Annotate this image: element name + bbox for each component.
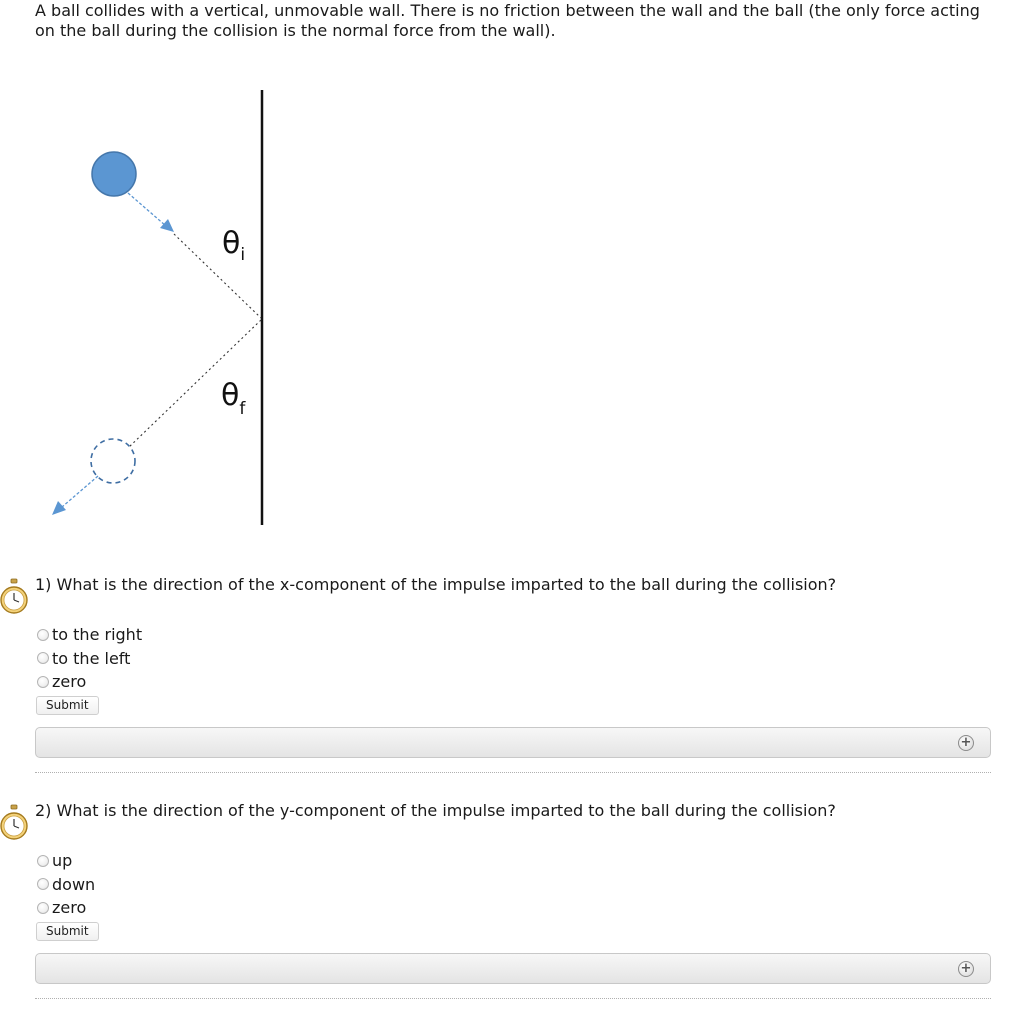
- answer-feedback-bar[interactable]: [35, 727, 991, 758]
- radio-button[interactable]: [37, 652, 49, 664]
- theta-i-label: $\theta_i$: [222, 226, 246, 265]
- radio-button[interactable]: [37, 676, 49, 688]
- radio-button[interactable]: [37, 902, 49, 914]
- question-2-options: [37, 849, 95, 920]
- plus-circle-icon[interactable]: +: [958, 735, 974, 751]
- theta-f-label: $\theta_f$: [221, 378, 246, 419]
- question-2-text: 2) What is the direction of the y-component of the impulse imparted to the ball during the collision?: [35, 801, 836, 820]
- stopwatch-icon: [0, 578, 30, 618]
- answer-feedback-bar[interactable]: [35, 953, 991, 984]
- question-1-text: 1) What is the direction of the x-component of the impulse imparted to the ball during the collision?: [35, 575, 837, 594]
- outgoing-path: [128, 320, 261, 448]
- option-down[interactable]: [37, 873, 95, 897]
- submit-button[interactable]: Submit: [36, 922, 99, 941]
- incoming-velocity-line: [128, 193, 166, 226]
- radio-button[interactable]: [37, 855, 49, 867]
- submit-button[interactable]: Submit: [36, 696, 99, 715]
- option-to-the-left[interactable]: [37, 647, 142, 671]
- option-zero[interactable]: [37, 896, 95, 920]
- outgoing-arrowhead: [52, 501, 66, 515]
- plus-circle-icon[interactable]: +: [958, 961, 974, 977]
- outgoing-velocity-line: [62, 476, 98, 507]
- question-1-options: [37, 623, 142, 694]
- incoming-arrowhead: [160, 219, 174, 232]
- option-to-the-right[interactable]: [37, 623, 142, 647]
- option-zero[interactable]: [37, 670, 142, 694]
- incoming-path: [174, 234, 261, 318]
- option-label: to the left: [52, 648, 131, 668]
- radio-button[interactable]: [37, 878, 49, 890]
- option-label: down: [52, 874, 96, 894]
- stopwatch-icon: [0, 804, 30, 844]
- option-label: up: [52, 851, 73, 871]
- problem-statement: A ball collides with a vertical, unmovable wall. There is no friction between the wall and the ball (the only force acting on the ball during the collision is the normal force from the wall).: [35, 1, 980, 40]
- incoming-ball: [92, 152, 136, 196]
- option-label: zero: [52, 672, 87, 692]
- radio-button[interactable]: [37, 629, 49, 641]
- option-up[interactable]: [37, 849, 95, 873]
- divider: [35, 998, 991, 999]
- option-label: to the right: [52, 625, 143, 645]
- divider: [35, 772, 991, 773]
- option-label: zero: [52, 898, 87, 918]
